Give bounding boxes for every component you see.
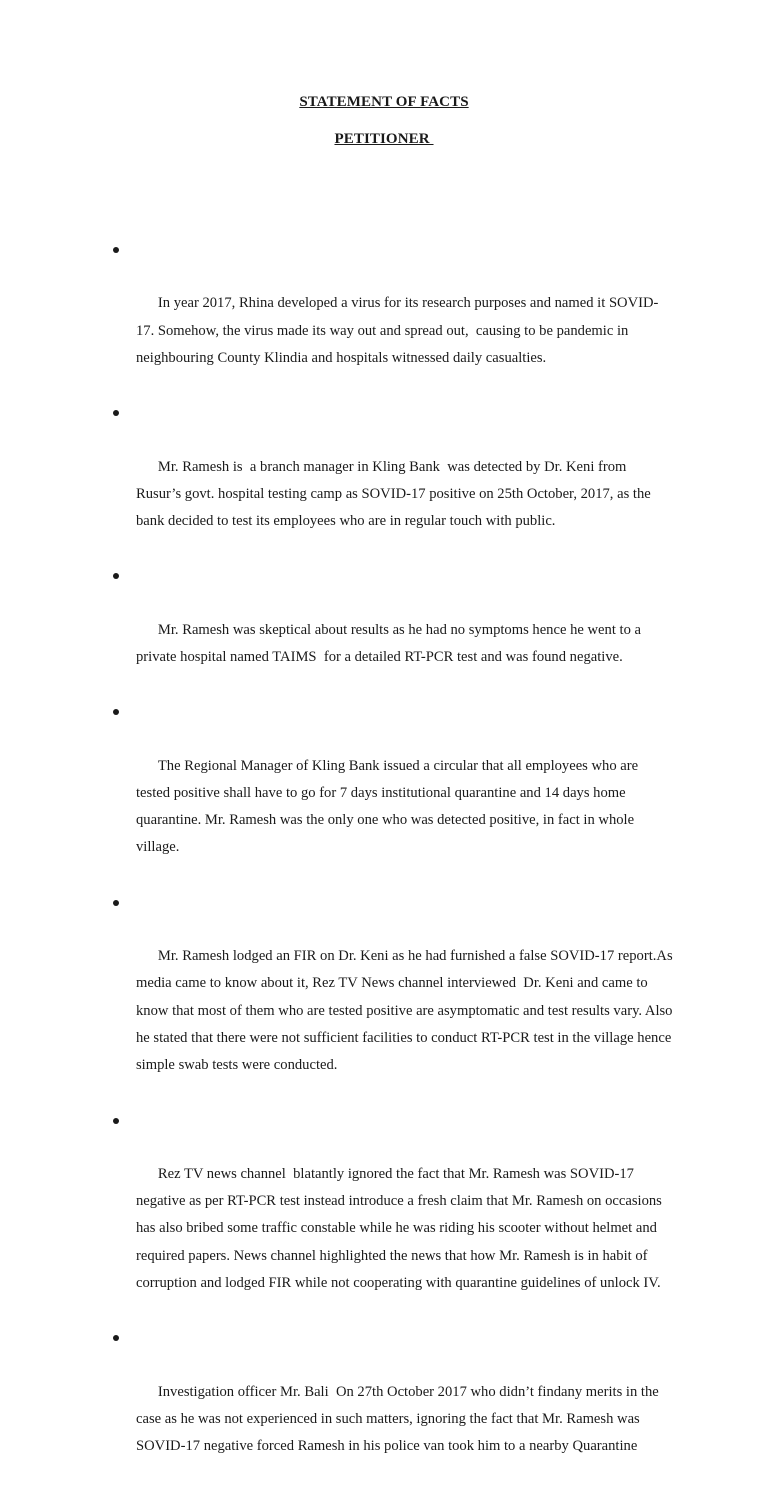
document-subtitle: PETITIONER — [334, 131, 434, 147]
bullet-icon — [113, 1335, 119, 1341]
bullet-icon — [113, 900, 119, 906]
fact-text: Rez TV news channel blatantly ignored the fact that Mr. Ramesh was SOVID-17 negative as per RT-PCR test instead introduce a fresh claim that Mr. Ramesh on occasions has also bribed some traffic constable while he was riding his scooter without helmet and required papers. News channel highlighted the news that how Mr. Ramesh is in habit of corruption and lodged FIR while not cooperating with quarantine guidelines of unlock IV. — [136, 1165, 666, 1291]
list-item — [113, 399, 673, 562]
bullet-icon — [113, 1118, 119, 1124]
bullet-icon — [113, 247, 119, 253]
fact-text: In year 2017, Rhina developed a virus for its research purposes and named it SOVID-17. Somehow, the virus made its way out and spread out, causing to be pandemic in neighbouring County Klindia and hospitals witnessed daily casualties. — [136, 295, 659, 366]
bullet-icon — [113, 709, 119, 715]
fact-text: The Regional Manager of Kling Bank issued a circular that all employees who are tested positive shall have to go for 7 days institutional quarantine and 14 days home quarantine. Mr. Ramesh was the only one who was detected positive, in fact in whole village. — [136, 757, 642, 856]
bullet-icon — [113, 410, 119, 416]
bullet-icon — [113, 573, 119, 579]
fact-text: Mr. Ramesh was skeptical about results as he had no symptoms hence he went to a private hospital named TAIMS for a detailed RT-PCR test and was found negative. — [136, 621, 645, 666]
document-title: STATEMENT OF FACTS — [299, 94, 469, 110]
list-item — [113, 889, 677, 1107]
list-item — [113, 1324, 673, 1487]
facts-list — [113, 236, 677, 1487]
list-item — [113, 1107, 673, 1325]
fact-text: Investigation officer Mr. Bali On 27th October 2017 who didn’t findany merits in the case as he was not experienced in such matters, ignoring the fact that Mr. Ramesh was SOVID-17 negative forced Ramesh in his police van took him to a nearby Quarantine — [136, 1383, 663, 1454]
fact-text: Mr. Ramesh is a branch manager in Kling Bank was detected by Dr. Keni from Rusur’s govt. hospital testing camp as SOVID-17 positive on 25th October, 2017, as the bank decided to test its employees who are in regular touch with public. — [136, 458, 655, 530]
list-item — [113, 698, 673, 888]
list-item — [113, 236, 673, 399]
fact-text: Mr. Ramesh lodged an FIR on Dr. Keni as he had furnished a false SOVID-17 report.As media came to know about it, Rez TV News channel interviewed Dr. Keni and came to know that most of them who are tested positive are asymptomatic and test results vary. Also he stated that there were not sufficient facilities to conduct RT-PCR test in the village hence simple swab tests were conducted. — [136, 948, 677, 1074]
list-item — [113, 562, 673, 698]
